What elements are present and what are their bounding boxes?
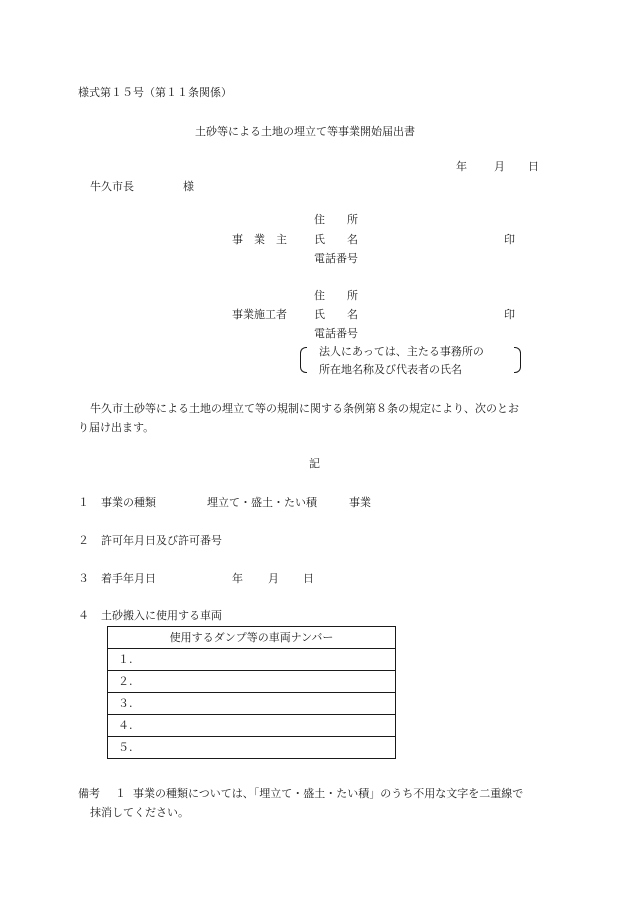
contractor-seal: 印 — [504, 308, 515, 321]
form-number: 様式第１５号（第１１条関係） — [78, 86, 232, 99]
note-right-bracket — [514, 347, 521, 373]
corporate-note-line2: 所在地名称及び代表者の氏名 — [319, 363, 462, 376]
item4-label: 土砂搬入に使用する車両 — [101, 609, 222, 622]
item3-month: 月 — [268, 572, 279, 585]
table-row — [108, 671, 396, 693]
remarks-line1: 事業の種類については、「埋立て・盛土・たい積」のうち不用な文字を二重線で — [133, 787, 524, 800]
item3-day: 日 — [303, 572, 314, 585]
remarks-number: １ — [115, 787, 126, 800]
owner-name-label: 氏 名 — [314, 233, 358, 246]
item4-number: ４ — [78, 609, 89, 622]
item1-value: 埋立て・盛土・たい積 — [207, 496, 317, 509]
table-row — [108, 649, 396, 671]
vehicle-row-4: ４. — [108, 715, 396, 737]
note-left-bracket — [300, 347, 307, 373]
date-year: 年 — [456, 160, 467, 173]
contractor-role: 事業施工者 — [232, 308, 287, 321]
item3-label: 着手年月日 — [101, 572, 156, 585]
item2-number: ２ — [78, 534, 89, 547]
vehicle-row-1: １. — [108, 649, 396, 671]
date-day: 日 — [528, 160, 539, 173]
item1-number: １ — [78, 496, 89, 509]
body-line1: 牛久市土砂等による土地の埋立て等の規制に関する条例第８条の規定により、次のとお — [90, 402, 519, 415]
document-title: 土砂等による土地の埋立て等事業開始届出書 — [195, 125, 415, 138]
owner-phone-label: 電話番号 — [314, 252, 358, 265]
vehicle-row-3: ３. — [108, 693, 396, 715]
contractor-name-label: 氏 名 — [314, 308, 358, 321]
contractor-phone-label: 電話番号 — [314, 327, 358, 340]
vehicle-table-header: 使用するダンプ等の車両ナンバー — [108, 627, 396, 649]
addressee-name: 牛久市長 — [90, 180, 134, 193]
vehicle-table — [107, 626, 396, 759]
remarks-line2: 抹消してください。 — [90, 806, 189, 819]
owner-role: 事 業 主 — [232, 233, 287, 246]
item3-year: 年 — [232, 572, 243, 585]
item1-suffix: 事業 — [349, 496, 371, 509]
owner-address-label: 住 所 — [314, 213, 358, 226]
table-row — [108, 693, 396, 715]
ki-heading: 記 — [309, 457, 320, 470]
contractor-address-label: 住 所 — [314, 289, 358, 302]
corporate-note-line1: 法人にあっては、主たる事務所の — [319, 345, 484, 358]
body-line2: り届け出ます。 — [78, 421, 155, 434]
date-month: 月 — [494, 160, 505, 173]
table-row — [108, 737, 396, 759]
item2-label: 許可年月日及び許可番号 — [101, 534, 222, 547]
item1-label: 事業の種類 — [101, 496, 156, 509]
addressee-honorific: 様 — [183, 180, 194, 193]
vehicle-row-2: ２. — [108, 671, 396, 693]
table-row — [108, 715, 396, 737]
owner-seal: 印 — [504, 233, 515, 246]
remarks-label: 備考 — [78, 787, 100, 800]
item3-number: ３ — [78, 572, 89, 585]
vehicle-row-5: ５. — [108, 737, 396, 759]
